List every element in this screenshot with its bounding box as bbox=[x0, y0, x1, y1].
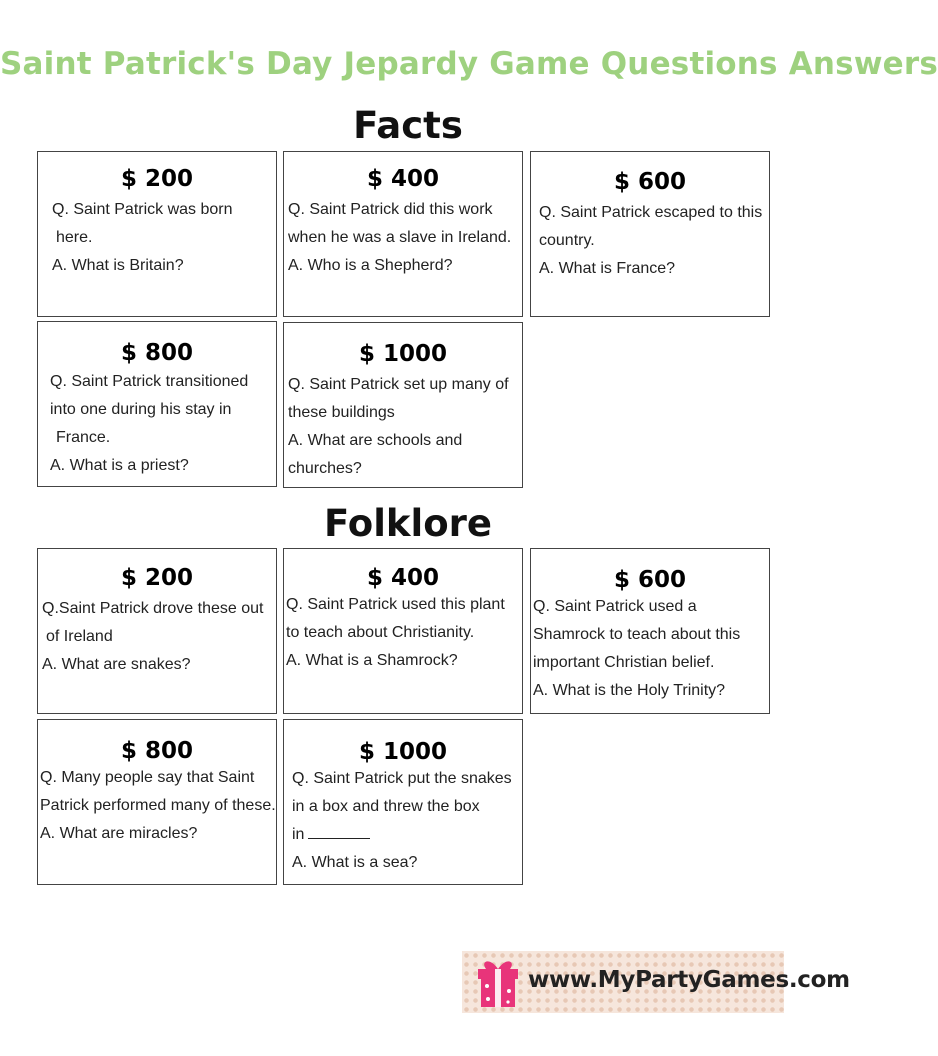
section-heading-facts: Facts bbox=[353, 104, 463, 147]
card-facts-200 bbox=[37, 151, 277, 317]
card-line: A. What is the Holy Trinity? bbox=[533, 682, 726, 699]
card-folklore-400 bbox=[283, 548, 523, 714]
card-line: A. What are snakes? bbox=[42, 656, 191, 673]
section-heading-folklore: Folklore bbox=[324, 502, 492, 545]
card-amount: $ 400 bbox=[366, 166, 440, 192]
card-line: to teach about Christianity. bbox=[286, 624, 475, 641]
card-line: important Christian belief. bbox=[533, 654, 715, 671]
card-line: of Ireland bbox=[46, 628, 113, 645]
card-line: Q. Saint Patrick did this work bbox=[288, 201, 493, 218]
card-line: A. What is France? bbox=[539, 260, 676, 277]
page-title: Saint Patrick's Day Jepardy Game Questions Answers bbox=[0, 46, 938, 82]
card-line: Q. Saint Patrick was born bbox=[52, 201, 233, 218]
card-line bbox=[284, 821, 522, 849]
card-line: A. What is a Shamrock? bbox=[286, 652, 458, 669]
card-folklore-800 bbox=[37, 719, 277, 885]
card-facts-400 bbox=[283, 151, 523, 317]
card-amount: $ 1000 bbox=[358, 739, 448, 765]
footer-banner bbox=[462, 951, 850, 1013]
card-line: A. What are schools and bbox=[288, 432, 463, 449]
card-amount: $ 600 bbox=[613, 169, 687, 195]
card-line: when he was a slave in Ireland. bbox=[288, 229, 512, 246]
card-line-text: in bbox=[292, 826, 305, 843]
card-line: Q. Saint Patrick set up many of bbox=[288, 376, 509, 393]
card-facts-800 bbox=[37, 321, 277, 487]
card-line: Q. Saint Patrick used this plant bbox=[286, 596, 505, 613]
card-line: Q. Saint Patrick escaped to this bbox=[539, 204, 763, 221]
card-line: A. What is a priest? bbox=[50, 457, 189, 474]
card-line: France. bbox=[56, 429, 111, 446]
card-amount: $ 200 bbox=[120, 166, 194, 192]
card-line: into one during his stay in bbox=[50, 401, 232, 418]
card-line: Q.Saint Patrick drove these out bbox=[42, 600, 264, 617]
card-facts-1000 bbox=[283, 322, 523, 488]
card-line: Shamrock to teach about this bbox=[533, 626, 741, 643]
card-line: country. bbox=[539, 232, 595, 249]
card-line: A. What is Britain? bbox=[52, 257, 184, 274]
card-amount: $ 400 bbox=[366, 565, 440, 591]
card-line: Q. Many people say that Saint bbox=[40, 769, 255, 786]
answer-blank bbox=[308, 826, 370, 839]
card-line: A. What is a sea? bbox=[292, 854, 418, 871]
card-amount: $ 800 bbox=[120, 738, 194, 764]
card-amount: $ 200 bbox=[120, 565, 194, 591]
card-line: churches? bbox=[288, 460, 362, 477]
card-line: Q. Saint Patrick transitioned bbox=[50, 373, 249, 390]
card-folklore-1000 bbox=[283, 719, 523, 885]
gift-box-icon bbox=[470, 955, 526, 1011]
card-amount: $ 600 bbox=[613, 567, 687, 593]
card-line: in a box and threw the box bbox=[292, 798, 480, 815]
card-line: Patrick performed many of these. bbox=[40, 797, 276, 814]
card-folklore-200 bbox=[37, 548, 277, 714]
card-folklore-600 bbox=[530, 548, 770, 714]
card-line: A. What are miracles? bbox=[40, 825, 198, 842]
card-line: Q. Saint Patrick used a bbox=[533, 598, 697, 615]
card-line: A. Who is a Shepherd? bbox=[288, 257, 453, 274]
card-amount: $ 1000 bbox=[358, 341, 448, 367]
card-facts-600 bbox=[530, 151, 770, 317]
card-line: here. bbox=[56, 229, 93, 246]
card-line: these buildings bbox=[288, 404, 395, 421]
card-line: Q. Saint Patrick put the snakes bbox=[292, 770, 512, 787]
card-amount: $ 800 bbox=[120, 340, 194, 366]
website-url[interactable]: www.MyPartyGames.com bbox=[528, 967, 850, 993]
